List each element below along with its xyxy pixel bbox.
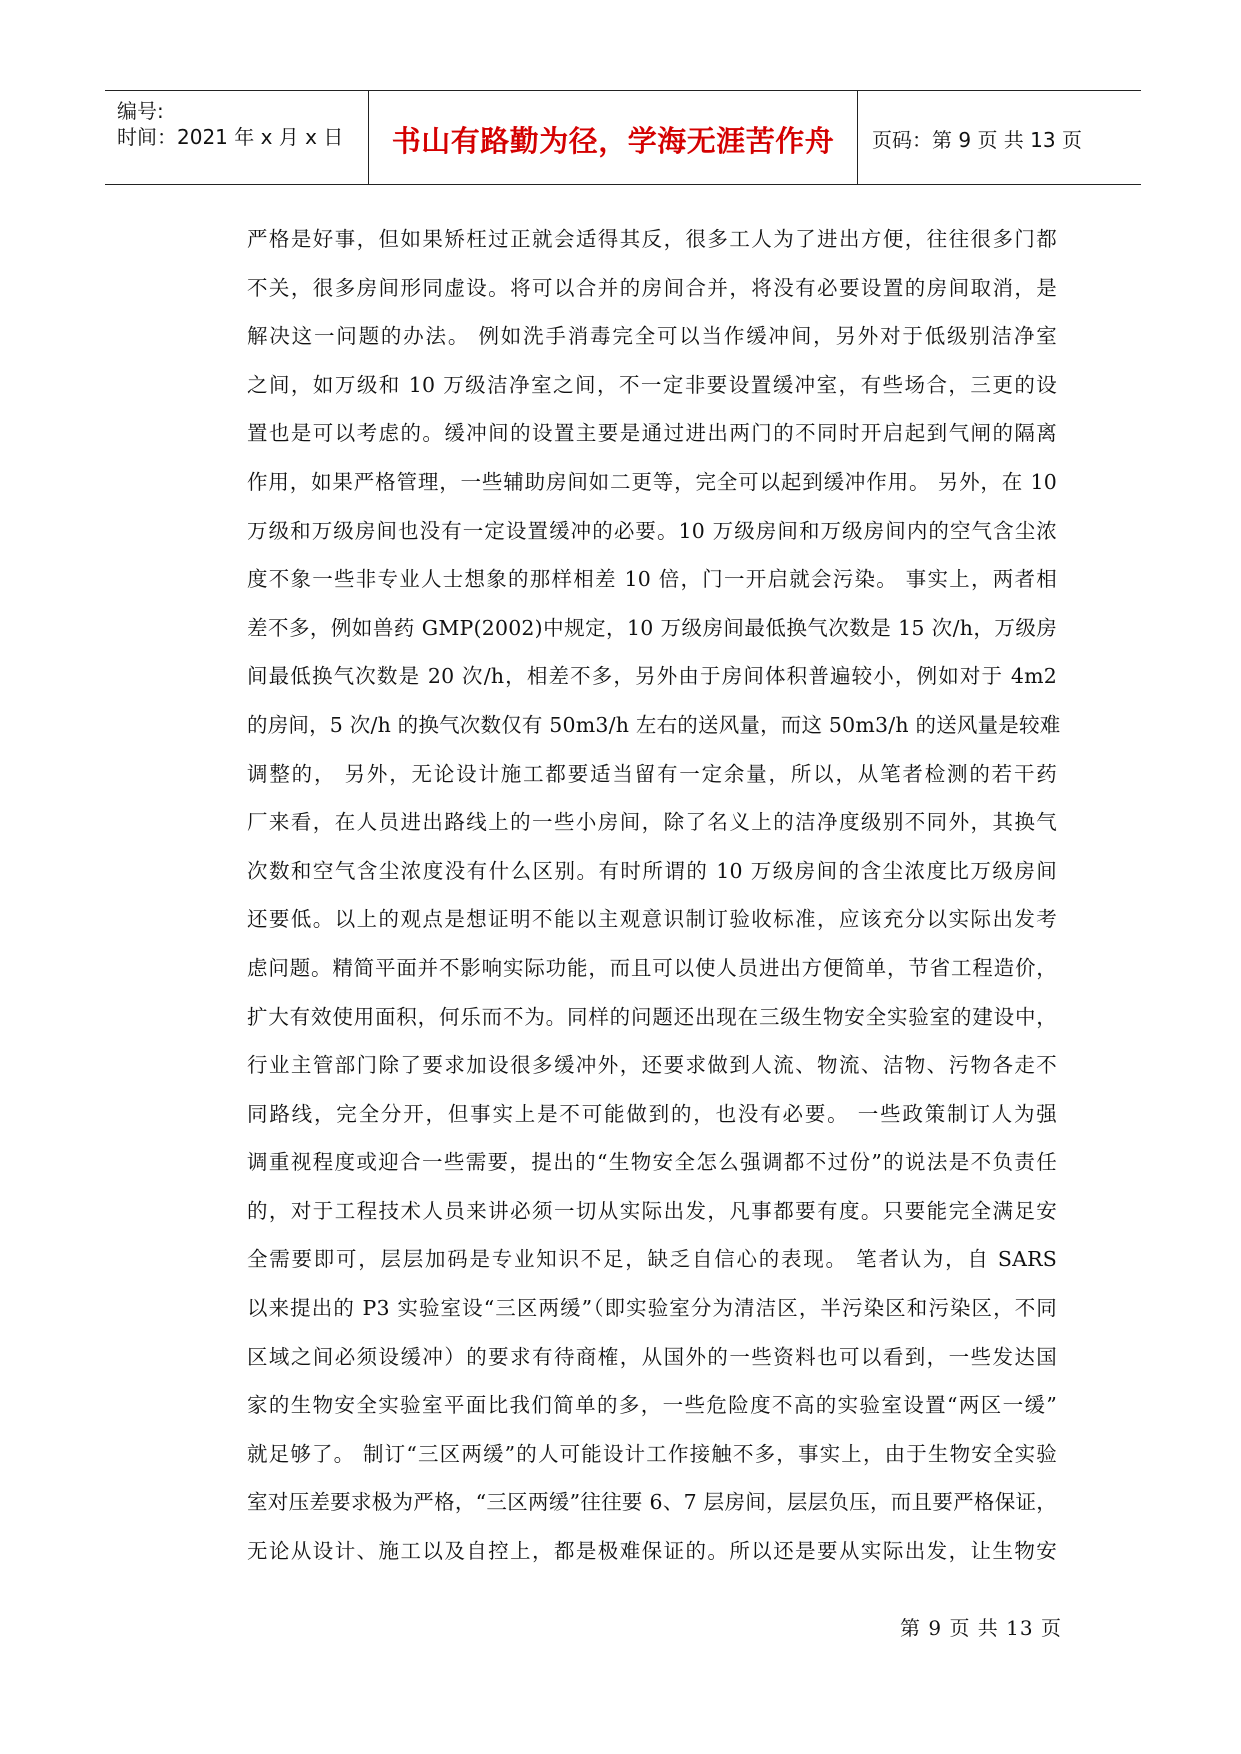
body-line: 解决这一问题的办法。 例如洗手消毒完全可以当作缓冲间，另外对于低级别洁净室 <box>247 324 1057 349</box>
body-line: 严格是好事，但如果矫枉过正就会适得其反，很多工人为了进出方便，往往很多门都 <box>247 227 1057 251</box>
body-line: 度不象一些非专业人士想象的那样相差 10 倍，门一开启就会污染。 事实上，两者相 <box>247 567 1057 592</box>
body-line: 置也是可以考虑的。缓冲间的设置主要是通过进出两门的不同时开启起到气闸的隔离 <box>247 421 1057 446</box>
body-line: 行业主管部门除了要求加设很多缓冲外，还要求做到人流、物流、洁物、污物各走不 <box>247 1053 1057 1078</box>
body-text <box>247 215 1061 1576</box>
body-line: 扩大有效使用面积，何乐而不为。同样的问题还出现在三级生物安全实验室的建设中， <box>247 1004 1057 1029</box>
body-line: 作用，如果严格管理，一些辅助房间如二更等，完全可以起到缓冲作用。 另外，在 10 <box>247 469 1057 494</box>
body-line: 家的生物安全实验室平面比我们简单的多，一些危险度不高的实验室设置“两区一缓” <box>247 1393 1057 1418</box>
body-line: 不关，很多房间形同虚设。将可以合并的房间合并，将没有必要设置的房间取消，是 <box>247 275 1057 300</box>
body-line: 的，对于工程技术人员来讲必须一切从实际出发，凡事都要有度。只要能完全满足安 <box>247 1198 1057 1223</box>
header-motto: 书山有路勤为径，学海无涯苦作舟 <box>391 124 835 158</box>
body-line: 还要低。以上的观点是想证明不能以主观意识制订验收标准，应该充分以实际出发考 <box>247 907 1057 932</box>
body-line: 调整的， 另外，无论设计施工都要适当留有一定余量，所以，从笔者检测的若干药 <box>247 761 1057 786</box>
body-line: 区域之间必须设缓冲）的要求有待商榷，从国外的一些资料也可以看到，一些发达国 <box>247 1344 1057 1369</box>
body-line: 次数和空气含尘浓度没有什么区别。有时所谓的 10 万级房间的含尘浓度比万级房间 <box>247 858 1057 883</box>
serial-number-label: 编号: <box>117 99 164 123</box>
body-line: 无论从设计、施工以及自控上，都是极难保证的。所以还是要从实际出发，让生物安 <box>247 1539 1057 1564</box>
body-line: 全需要即可，层层加码是专业知识不足，缺乏自信心的表现。 笔者认为，自 SARS <box>247 1247 1057 1272</box>
header-motto-cell <box>368 91 858 184</box>
body-line: 同路线，完全分开，但事实上是不可能做到的，也没有必要。 一些政策制订人为强 <box>247 1101 1057 1126</box>
body-line: 间最低换气次数是 20 次/h，相差不多，另外由于房间体积普遍较小，例如对于 4m2 <box>247 664 1057 689</box>
header-page-number: 页码：第 9 页 共 13 页 <box>872 128 1082 152</box>
body-line: 虑问题。精简平面并不影响实际功能，而且可以使人员进出方便简单，节省工程造价， <box>247 955 1057 980</box>
body-line: 之间，如万级和 10 万级洁净室之间，不一定非要设置缓冲室，有些场合，三更的设 <box>247 372 1057 397</box>
document-header <box>105 90 1141 185</box>
body-line: 就足够了。 制订“三区两缓”的人可能设计工作接触不多，事实上，由于生物安全实验 <box>247 1441 1057 1466</box>
body-line: 室对压差要求极为严格，“三区两缓”往往要 6、7 层房间，层层负压，而且要严格保证， <box>247 1490 1057 1515</box>
header-page-cell <box>858 91 1141 184</box>
date-label: 时间：2021 年 x 月 x 日 <box>117 125 344 149</box>
body-line: 万级和万级房间也没有一定设置缓冲的必要。10 万级房间和万级房间内的空气含尘浓 <box>247 518 1057 543</box>
footer-page-number: 第 9 页 共 13 页 <box>900 1616 1062 1640</box>
body-line: 的房间，5 次/h 的换气次数仅有 50m3/h 左右的送风量，而这 50m3/h 的送风量是较难 <box>247 712 1061 737</box>
body-line: 厂来看，在人员进出路线上的一些小房间，除了名义上的洁净度级别不同外，其换气 <box>247 810 1057 835</box>
body-line: 调重视程度或迎合一些需要，提出的“生物安全怎么强调都不过份”的说法是不负责任 <box>247 1150 1057 1175</box>
body-line: 差不多，例如兽药 GMP(2002)中规定，10 万级房间最低换气次数是 15 次/h，万级房 <box>247 615 1057 640</box>
body-line: 以来提出的 P3 实验室设“三区两缓”（即实验室分为清洁区，半污染区和污染区，不同 <box>247 1296 1057 1321</box>
header-meta-cell <box>105 91 368 184</box>
